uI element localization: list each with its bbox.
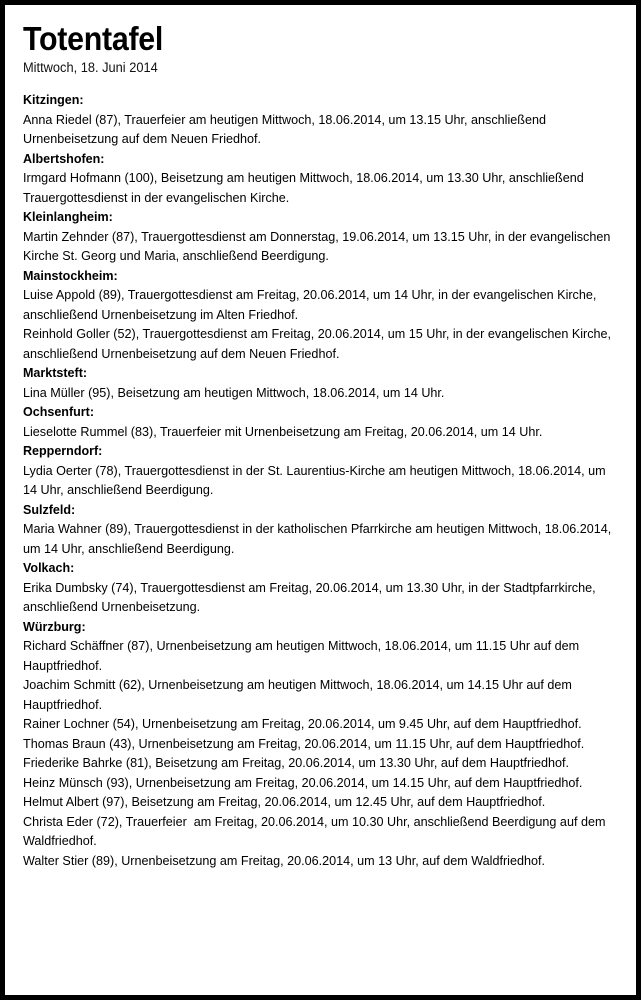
locality-section [23, 363, 618, 402]
locality-heading: Ochsenfurt: [23, 404, 94, 419]
locality-section [23, 617, 618, 871]
page-sheet [5, 5, 636, 995]
obituary-entry: Martin Zehnder (87), Trauergottesdienst am Donnerstag, 19.06.2014, um 13.15 Uhr, in der evangelischen Kirche St. Georg und Maria, anschließend Beerdigung. [23, 228, 614, 263]
locality-section [23, 402, 618, 441]
obituary-entry: Maria Wahner (89), Trauergottesdienst in der katholischen Pfarrkirche am heutigen Mittwoch, 18.06.2014, um 14 Uhr, anschließend Beerdigung. [23, 521, 615, 556]
publication-date: Mittwoch, 18. Juni 2014 [23, 60, 158, 75]
obituary-entry: Lina Müller (95), Beisetzung am heutigen Mittwoch, 18.06.2014, um 14 Uhr. [23, 384, 445, 400]
obituary-entry: Reinhold Goller (52), Trauergottesdienst am Freitag, 20.06.2014, um 15 Uhr, in der evangelischen Kirche, anschließend Urnenbeisetzung auf dem Neuen Friedhof. [23, 326, 615, 361]
obituary-entry: Thomas Braun (43), Urnenbeisetzung am Freitag, 20.06.2014, um 11.15 Uhr, auf dem Hauptfriedhof. [23, 735, 585, 751]
obituary-entry: Erika Dumbsky (74), Trauergottesdienst am Freitag, 20.06.2014, um 13.30 Uhr, in der Stadtpfarrkirche, anschließend Urnenbeisetzung. [23, 579, 600, 614]
obituary-entry: Friederike Bahrke (81), Beisetzung am Freitag, 20.06.2014, um 13.30 Uhr, auf dem Hauptfriedhof. [23, 755, 570, 770]
locality-heading: Volkach: [23, 560, 75, 575]
locality-heading: Albertshofen: [23, 150, 105, 166]
obituary-entry: Walter Stier (89), Urnenbeisetzung am Freitag, 20.06.2014, um 13 Uhr, auf dem Waldfriedhof. [23, 852, 545, 868]
locality-heading: Würzburg: [23, 618, 86, 634]
obituary-entry: Heinz Münsch (93), Urnenbeisetzung am Freitag, 20.06.2014, um 14.15 Uhr, auf dem Hauptfriedhof. [23, 774, 583, 790]
locality-section [23, 500, 618, 559]
masthead [23, 22, 618, 76]
locality-section [23, 441, 618, 500]
obituary-entry: Christa Eder (72), Trauerfeier am Freitag, 20.06.2014, um 10.30 Uhr, anschließend Beerdigung auf dem Waldfriedhof. [23, 813, 609, 848]
locality-heading: Sulzfeld: [23, 501, 76, 517]
locality-section [23, 149, 618, 208]
locality-section [23, 207, 618, 266]
locality-sections [23, 90, 618, 870]
locality-heading: Marktsteft: [23, 365, 88, 380]
locality-heading: Mainstockheim: [23, 267, 118, 283]
obituary-entry: Joachim Schmitt (62), Urnenbeisetzung am heutigen Mittwoch, 18.06.2014, um 14.15 Uhr auf dem Hauptfriedhof. [23, 677, 576, 712]
locality-section [23, 90, 618, 149]
obituary-entry: Lydia Oerter (78), Trauergottesdienst in der St. Laurentius-Kirche am heutigen Mittwoch, 18.06.2014, um 14 Uhr, anschließend Beerdigung. [23, 462, 610, 497]
obituary-entry: Irmgard Hofmann (100), Beisetzung am heutigen Mittwoch, 18.06.2014, um 13.30 Uhr, anschließend Trauergottesdienst in der evangelischen Kirche. [23, 170, 588, 205]
obituary-entry: Luise Appold (89), Trauergottesdienst am Freitag, 20.06.2014, um 14 Uhr, in der evangelischen Kirche, anschließend Urnenbeisetzung im Alten Friedhof. [23, 287, 600, 322]
locality-heading: Kleinlangheim: [23, 209, 113, 224]
locality-heading: Kitzingen: [23, 92, 84, 107]
obituary-entry: Richard Schäffner (87), Urnenbeisetzung am heutigen Mittwoch, 18.06.2014, um 11.15 Uhr auf dem Hauptfriedhof. [23, 638, 583, 673]
obituary-entry: Helmut Albert (97), Beisetzung am Freitag, 20.06.2014, um 12.45 Uhr, auf dem Hauptfriedhof. [23, 794, 546, 809]
locality-section [23, 266, 618, 364]
locality-section [23, 558, 618, 617]
obituary-entry: Anna Riedel (87), Trauerfeier am heutigen Mittwoch, 18.06.2014, um 13.15 Uhr, anschließend Urnenbeisetzung auf dem Neuen Friedhof. [23, 111, 550, 146]
obituary-entry: Lieselotte Rummel (83), Trauerfeier mit Urnenbeisetzung am Freitag, 20.06.2014, um 14 Uhr. [23, 423, 543, 439]
obituary-entry: Rainer Lochner (54), Urnenbeisetzung am Freitag, 20.06.2014, um 9.45 Uhr, auf dem Hauptfriedhof. [23, 716, 582, 731]
locality-heading: Repperndorf: [23, 443, 103, 458]
page-title: Totentafel [23, 20, 164, 57]
